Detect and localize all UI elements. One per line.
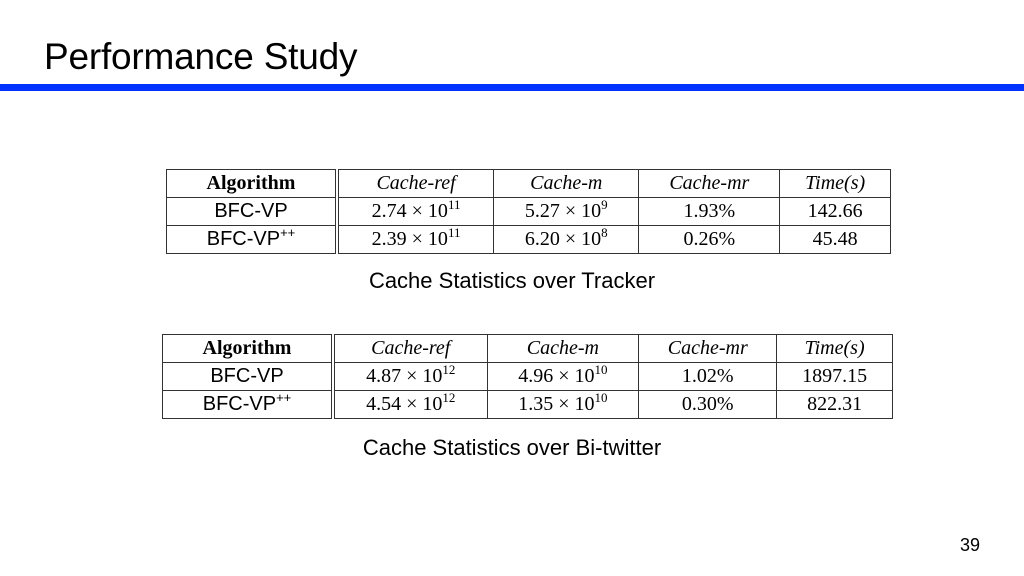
header-time: Time(s)	[780, 170, 891, 198]
table-row	[163, 391, 893, 419]
table-row	[167, 226, 891, 254]
table-header-row	[167, 170, 891, 198]
cell-cache-ref	[333, 363, 487, 391]
value-exponent: 9	[601, 197, 608, 212]
cell-time: 142.66	[780, 198, 891, 226]
table-row	[163, 363, 893, 391]
cell-time: 822.31	[777, 391, 893, 419]
table-row	[167, 198, 891, 226]
header-cache-ref: Cache-ref	[333, 335, 487, 363]
cell-cache-mr: 0.30%	[639, 391, 777, 419]
value-exponent: 12	[442, 390, 456, 405]
header-time: Time(s)	[777, 335, 893, 363]
caption-bi-twitter: Cache Statistics over Bi-twitter	[362, 435, 662, 460]
value-exponent: 11	[447, 197, 461, 212]
value-exponent: 10	[594, 390, 608, 405]
cell-cache-m	[487, 363, 639, 391]
cell-algorithm	[167, 226, 338, 254]
cell-cache-ref	[337, 226, 494, 254]
cell-cache-mr: 0.26%	[639, 226, 780, 254]
value-base: 4.87 × 10	[366, 365, 443, 387]
title-underline	[0, 84, 1024, 91]
cell-cache-ref	[337, 198, 494, 226]
header-cache-m: Cache-m	[487, 335, 639, 363]
cell-algorithm	[163, 391, 334, 419]
page-number: 39	[959, 535, 980, 555]
value-base: 4.54 × 10	[366, 393, 443, 415]
cell-time: 1897.15	[777, 363, 893, 391]
value-exponent: 10	[594, 362, 608, 377]
header-cache-mr: Cache-mr	[639, 170, 780, 198]
cell-cache-m	[487, 391, 639, 419]
value-base: 5.27 × 10	[524, 200, 602, 222]
value-base: 4.96 × 10	[518, 365, 595, 387]
header-algorithm: Algorithm	[167, 170, 338, 198]
value-base: 2.74 × 10	[371, 200, 448, 222]
cell-cache-ref	[333, 391, 487, 419]
algorithm-name: BFC-VP	[210, 365, 284, 387]
cell-algorithm	[163, 363, 334, 391]
algorithm-name: BFC-VP	[202, 393, 277, 415]
cell-cache-mr: 1.93%	[639, 198, 780, 226]
algorithm-suffix: ++	[280, 225, 296, 240]
header-cache-m: Cache-m	[494, 170, 639, 198]
value-exponent: 12	[442, 362, 456, 377]
cell-algorithm	[167, 198, 338, 226]
slide-title: Performance Study	[44, 36, 358, 77]
header-cache-ref: Cache-ref	[337, 170, 494, 198]
table-header-row	[163, 335, 893, 363]
algorithm-name: BFC-VP	[214, 200, 288, 222]
value-exponent: 8	[601, 225, 608, 240]
cell-time: 45.48	[780, 226, 891, 254]
table-bi-twitter	[162, 334, 893, 419]
header-algorithm: Algorithm	[163, 335, 334, 363]
cell-cache-m	[494, 198, 639, 226]
cell-cache-m	[494, 226, 639, 254]
value-exponent: 11	[447, 225, 461, 240]
value-base: 2.39 × 10	[371, 228, 448, 250]
table-tracker	[166, 169, 891, 254]
value-base: 6.20 × 10	[524, 228, 602, 250]
algorithm-suffix: ++	[276, 390, 292, 405]
cell-cache-mr: 1.02%	[639, 363, 777, 391]
header-cache-mr: Cache-mr	[639, 335, 777, 363]
value-base: 1.35 × 10	[518, 393, 595, 415]
caption-tracker: Cache Statistics over Tracker	[368, 268, 656, 293]
algorithm-name: BFC-VP	[206, 228, 281, 250]
